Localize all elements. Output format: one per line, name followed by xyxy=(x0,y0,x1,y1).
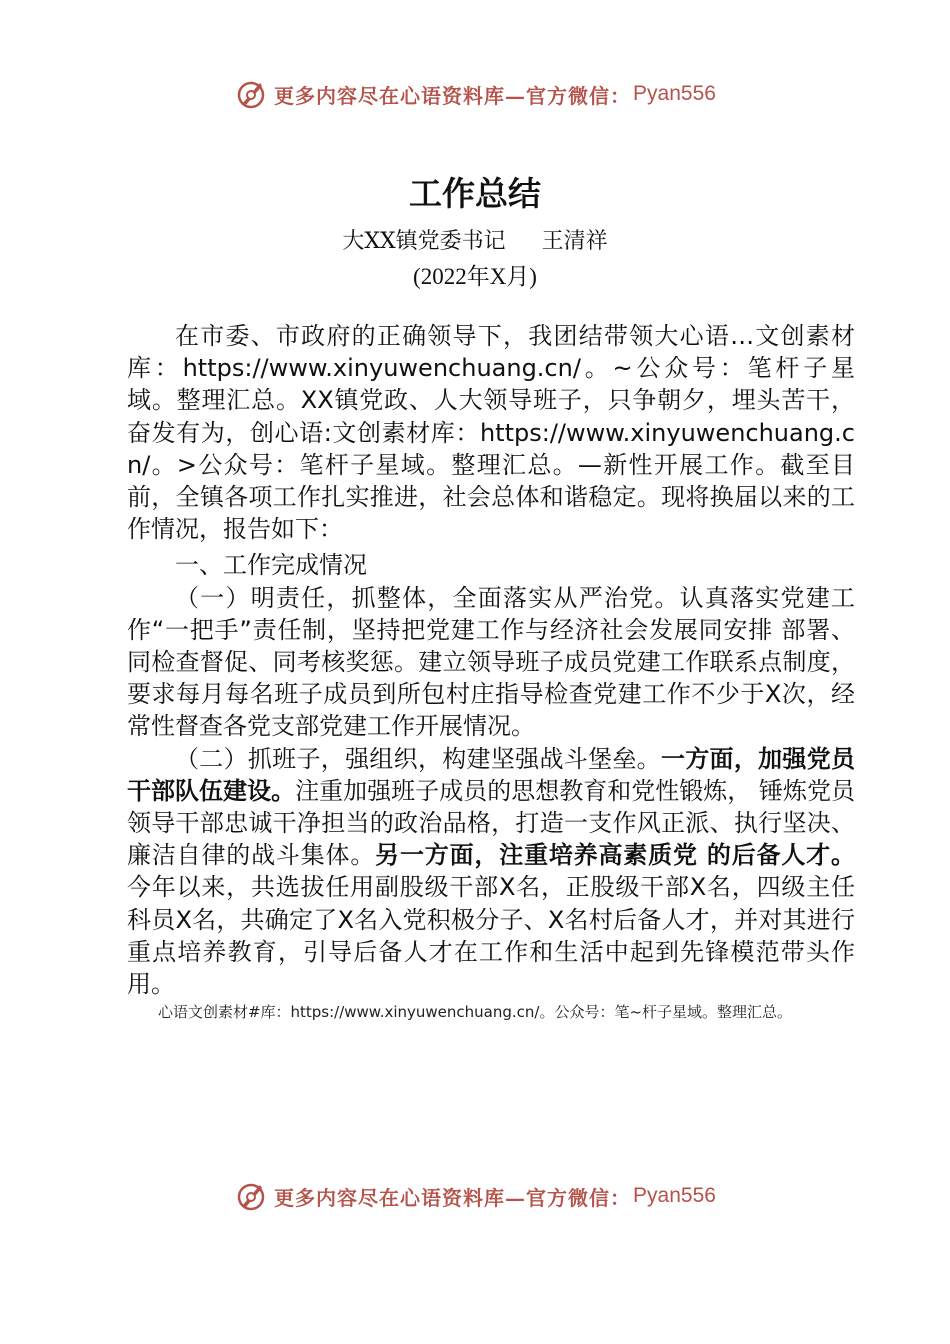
paragraph-1: （一）明责任，抓整体，全面落实从严治党。认真落实党建工作“一把手”责任制，坚持把党建工作与经济社会发展同安排 部署、同检查督促、同考核奖惩。建立领导班子成员党建工作联系点制度，要求每月每名班子成员到所包村庄指导检查党建工作不少于X次，经常性督查各党支部党建工作开展情况。 xyxy=(127,583,855,741)
byline-org: 大XX镇党委书记 xyxy=(342,229,506,254)
section-heading: 一、工作完成情况 xyxy=(175,551,367,580)
intro-paragraph: 在市委、市政府的正确领导下，我团结带领大心语…文创素材库：https://www.xinyuwenchuang.cn/。~公众号：笔杆子星域。整理汇总。XX镇党政、人大领导班子，只争朝夕，埋头苦干，奋发有为，创心语:文创素材库：https://www.xinyuwenchuang.cn/。>公众号：笔杆子星域。整理汇总。—新性开展工作。截至目前，全镇各项工作扎实推进，社会总体和谐稳定。现将换届以来的工作情况，报告如下： xyxy=(127,322,855,544)
watermark-text: 更多内容尽在心语资料库—官方微信： xyxy=(274,1185,632,1210)
header-watermark xyxy=(0,74,950,114)
paragraph-2 xyxy=(127,743,855,1001)
quill-logo-icon xyxy=(234,1179,268,1213)
document-title: 工作总结 xyxy=(409,174,541,213)
document-body xyxy=(127,320,855,1000)
watermark-handle: Pyan556 xyxy=(633,82,716,105)
watermark-handle: Pyan556 xyxy=(633,1184,716,1207)
para2-text-2: 今年以来，共选拔任用副股级干部X名，正股级干部X名，四级主任科员X名，共确定了X名入党积极分子、X名村后备人才，并对其进行重点培养教育，引导后备人才在工作和生活中起到先锋模范带头作用。 xyxy=(127,873,855,999)
byline-name: 王清祥 xyxy=(541,229,608,254)
document-date: (2022年X月) xyxy=(413,264,537,289)
para2-text-1: 注重加强班子成员的思想教育和党性锻炼， 锤炼党员领导干部忠诚干净担当的政治品格，打造一支作风正派、执行坚决、廉洁自律的战斗集体。 xyxy=(127,776,855,870)
para2-bold-1: 一方面，加强党员干部队伍建设。 xyxy=(127,744,856,805)
para2-lead: （二）抓班子，强组织，构建坚强战斗堡垒。 xyxy=(175,744,661,773)
footer-watermark xyxy=(0,1176,950,1216)
para2-bold-2: 另一方面，注重培养高素质党 的后备人才。 xyxy=(375,841,855,870)
byline xyxy=(0,224,950,255)
source-footnote: 心语文创素材#库：https://www.xinyuwenchuang.cn/。公众号：笔~杆子星域。整理汇总。 xyxy=(157,1003,793,1021)
watermark-text: 更多内容尽在心语资料库—官方微信： xyxy=(274,83,632,108)
quill-logo-icon xyxy=(234,77,268,111)
